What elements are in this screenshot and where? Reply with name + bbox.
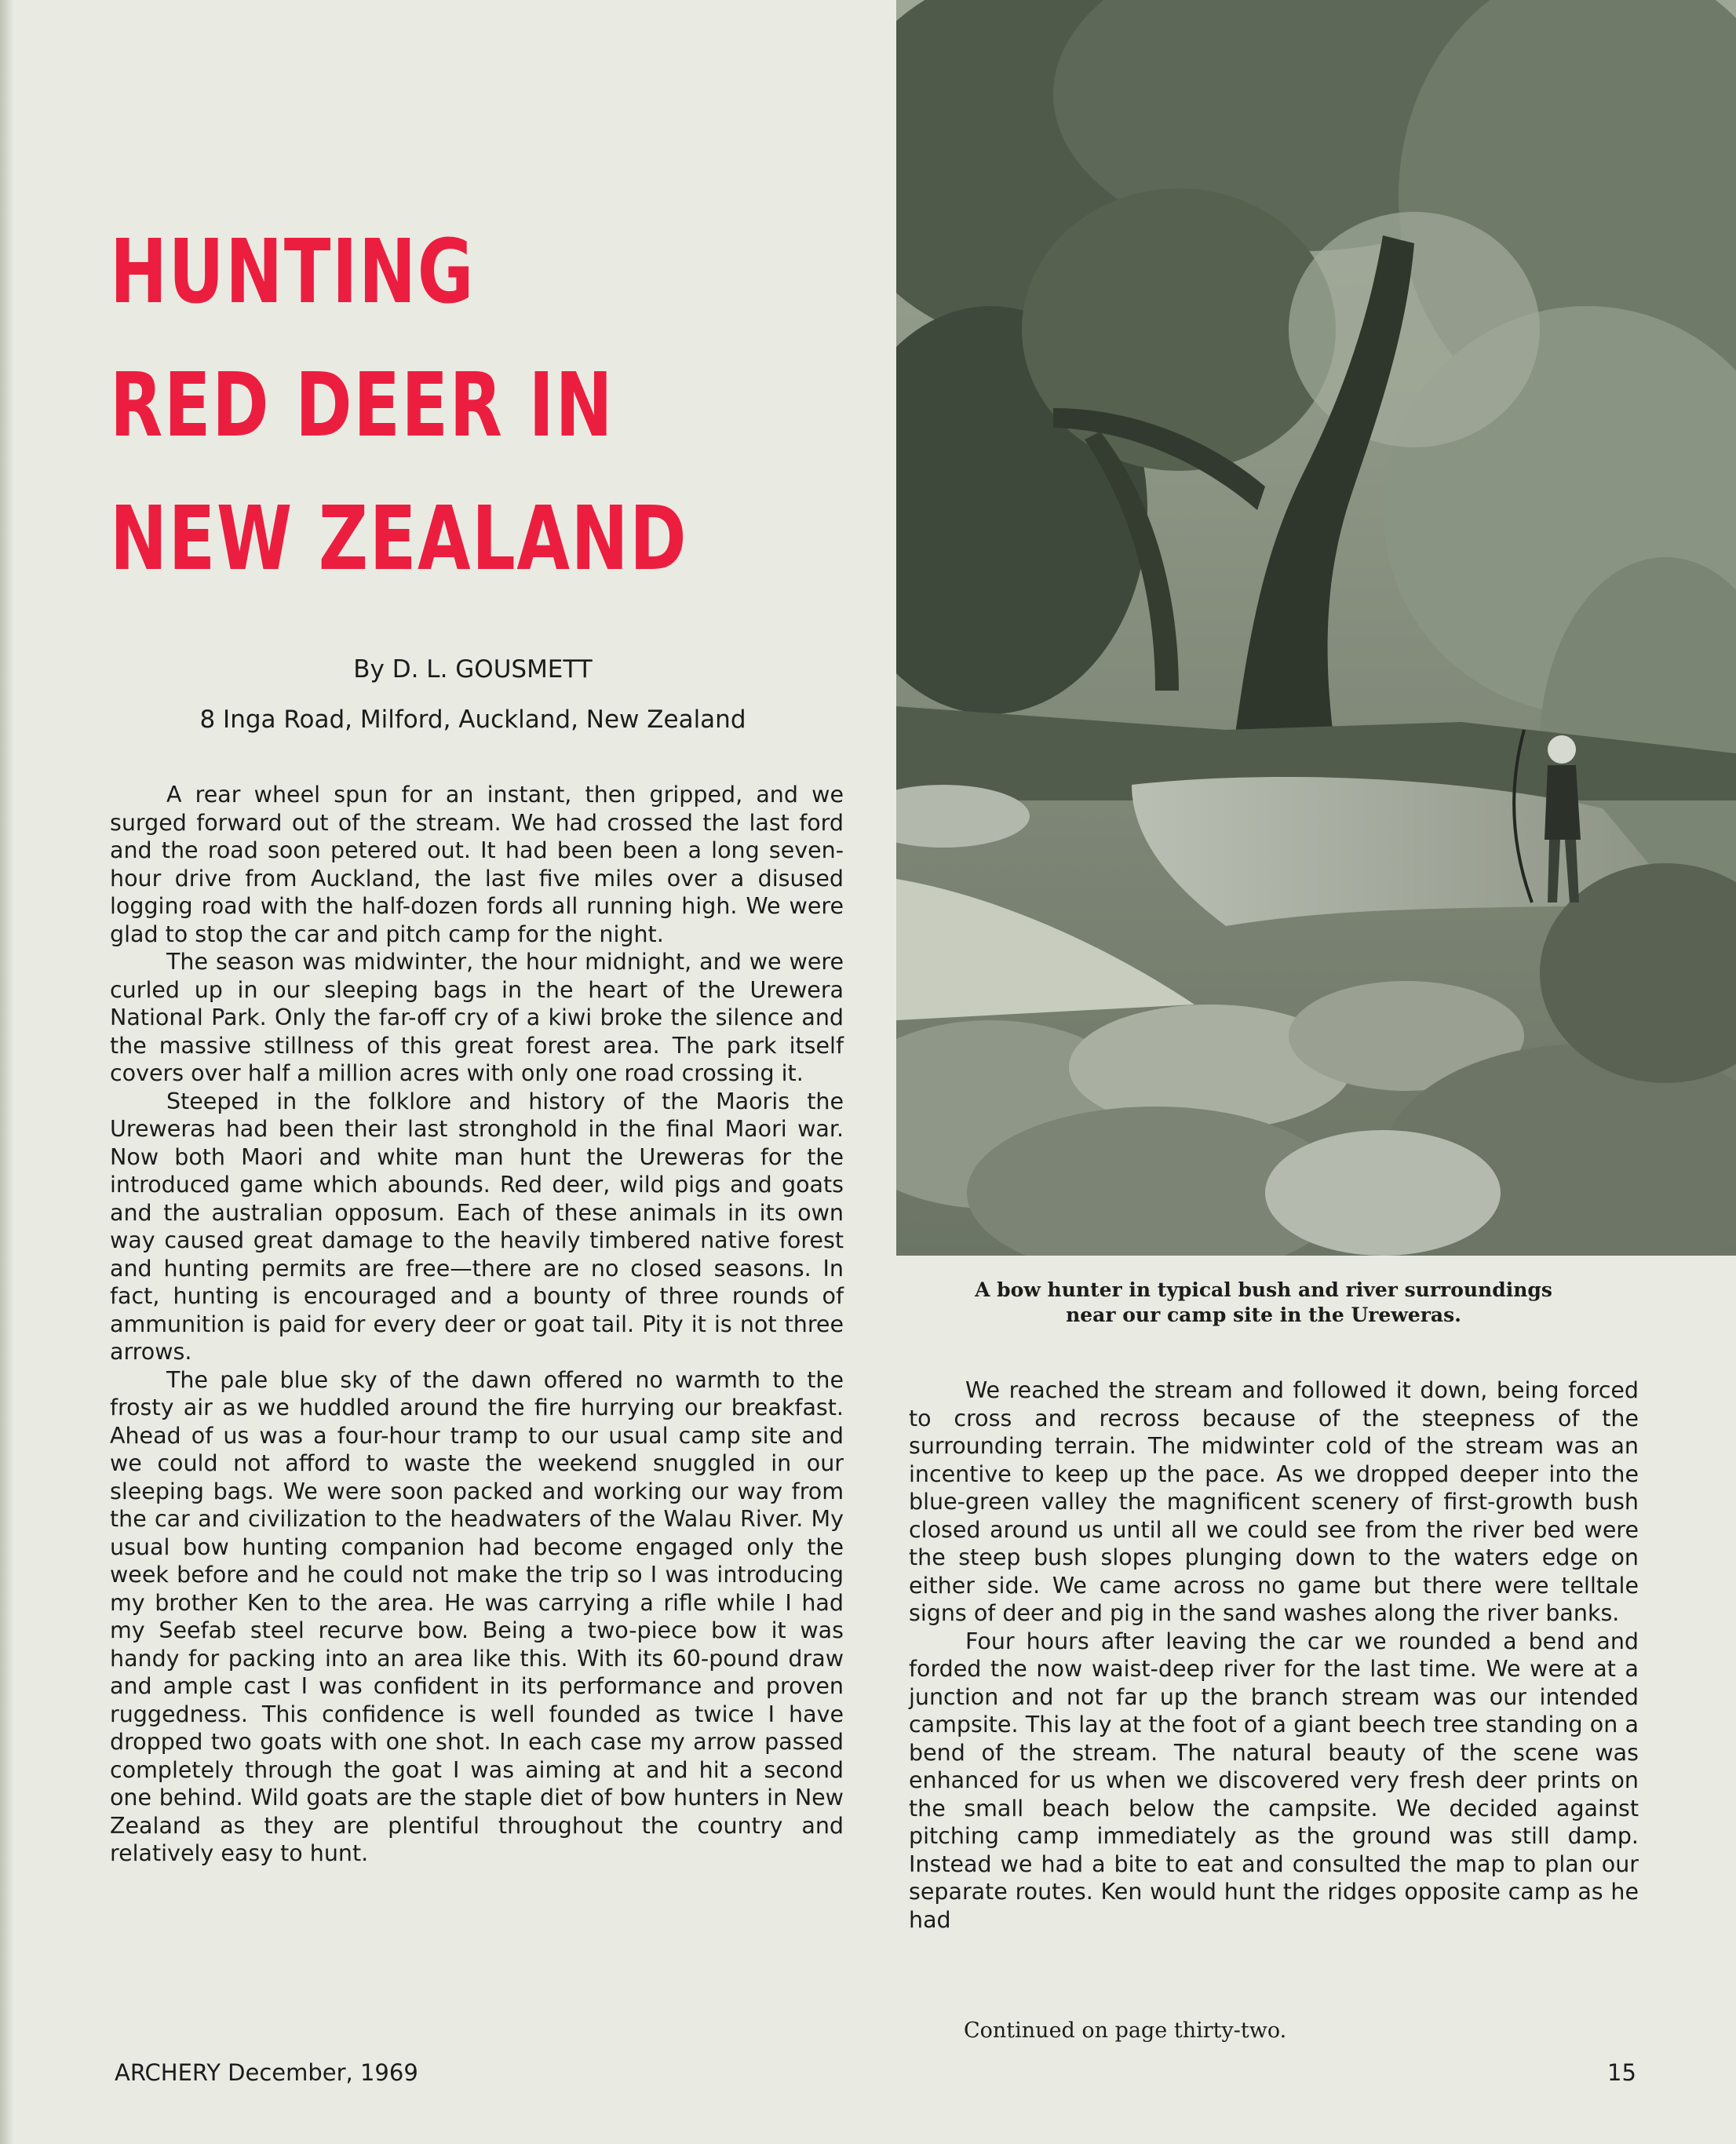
article-column-left [110, 781, 844, 1868]
author-address: 8 Inga Road, Milford, Auckland, New Zealand [199, 706, 746, 734]
article-headline [110, 206, 722, 606]
caption-line: near our camp site in the Ureweras. [1066, 1304, 1461, 1326]
continued-note: Continued on page thirty-two. [964, 2018, 1287, 2043]
caption-line: A bow hunter in typical bush and river surroundings [975, 1278, 1552, 1301]
river-photo-illustration [896, 0, 1736, 1256]
author-name: By D. L. GOUSMETT [353, 655, 593, 684]
body-paragraph: Steeped in the folklore and history of the Maoris the Ureweras had been their last stronghold in the final Maori war. Now both Maori and white man hunt the Ureweras for the introduced game which abounds. Red deer, wild pigs and goats and the australian opposum. Each of these animals in its own way caused great damage to the heavily timbered native forest and hunting permits are free—there are no closed seasons. In fact, hunting is encouraged and a bounty of three rounds of ammunition is paid for every deer or goat tail. Pity it is not three arrows. [110, 1088, 844, 1365]
headline-line: HUNTING [110, 221, 476, 323]
byline [110, 651, 836, 738]
body-paragraph: A rear wheel spun for an instant, then gripped, and we surged forward out of the stream. We had crossed the last ford and the road soon petered out. It had been been a long seven-hour drive from Auckland, the last five miles over a disused logging road with the half-dozen fords all running high. We were glad to stop the car and pitch camp for the night. [110, 782, 844, 947]
page-edge [0, 0, 14, 2144]
body-paragraph: The season was midwinter, the hour midnight, and we were curled up in our sleeping bags in the heart of the Urewera National Park. Only the far-off cry of a kiwi broke the silence and the massive stillness of this great forest area. The park itself covers over half a million acres with only one road crossing it. [110, 949, 844, 1086]
publication-footer: ARCHERY December, 1969 [115, 2059, 418, 2086]
article-column-right [909, 1376, 1639, 1934]
body-paragraph: We reached the stream and followed it down, being forced to cross and recross because of the steepness of the surrounding terrain. The midwinter cold of the stream was an incentive to keep up the pace. As we dropped deeper into the blue-green valley the magnificent scenery of first-growth bush closed around us until all we could see from the river bed were the steep bush slopes plunging down to the waters edge on either side. We came across no game but there were telltale signs of deer and pig in the sand washes along the river banks. [909, 1377, 1639, 1626]
body-paragraph: Four hours after leaving the car we rounded a bend and forded the now waist-deep river for the last time. We were at a junction and not far up the branch stream was our intended campsite. This lay at the foot of a giant beech tree standing on a bend of the stream. The natural beauty of the scene was enhanced for us when we discovered very fresh deer prints on the small beach below the campsite. We decided against pitching camp immediately as the ground was still damp. Instead we had a bite to eat and consulted the map to plan our separate routes. Ken would hunt the ridges opposite camp as he had [909, 1628, 1639, 1933]
photo-caption [895, 1278, 1632, 1328]
river-photo [896, 0, 1736, 1256]
headline-line: RED DEER IN [110, 355, 615, 457]
headline-line: NEW ZEALAND [110, 488, 688, 590]
body-paragraph: The pale blue sky of the dawn offered no warmth to the frosty air as we huddled around the fire hurrying our breakfast. Ahead of us was a four-hour tramp to our usual camp site and we could not afford to waste the weekend snuggled in our sleeping bags. We were soon packed and working our way from the car and civilization to the headwaters of the Walau River. My usual bow hunting companion had become engaged only the week before and he could not make the trip so I was introducing my brother Ken to the area. He was carrying a rifle while I had my Seefab steel recurve bow. Being a two-piece bow it was handy for packing into an area like this. With its 60-pound draw and ample cast I was confident in its performance and proven ruggedness. This confidence is well founded as twice I have dropped two goats with one shot. In each case my arrow passed completely through the goat I was aiming at and hit a second one behind. Wild goats are the staple diet of bow hunters in New Zealand as they are plentiful throughout the country and relatively easy to hunt. [110, 1366, 844, 1866]
page-number: 15 [1607, 2059, 1636, 2086]
